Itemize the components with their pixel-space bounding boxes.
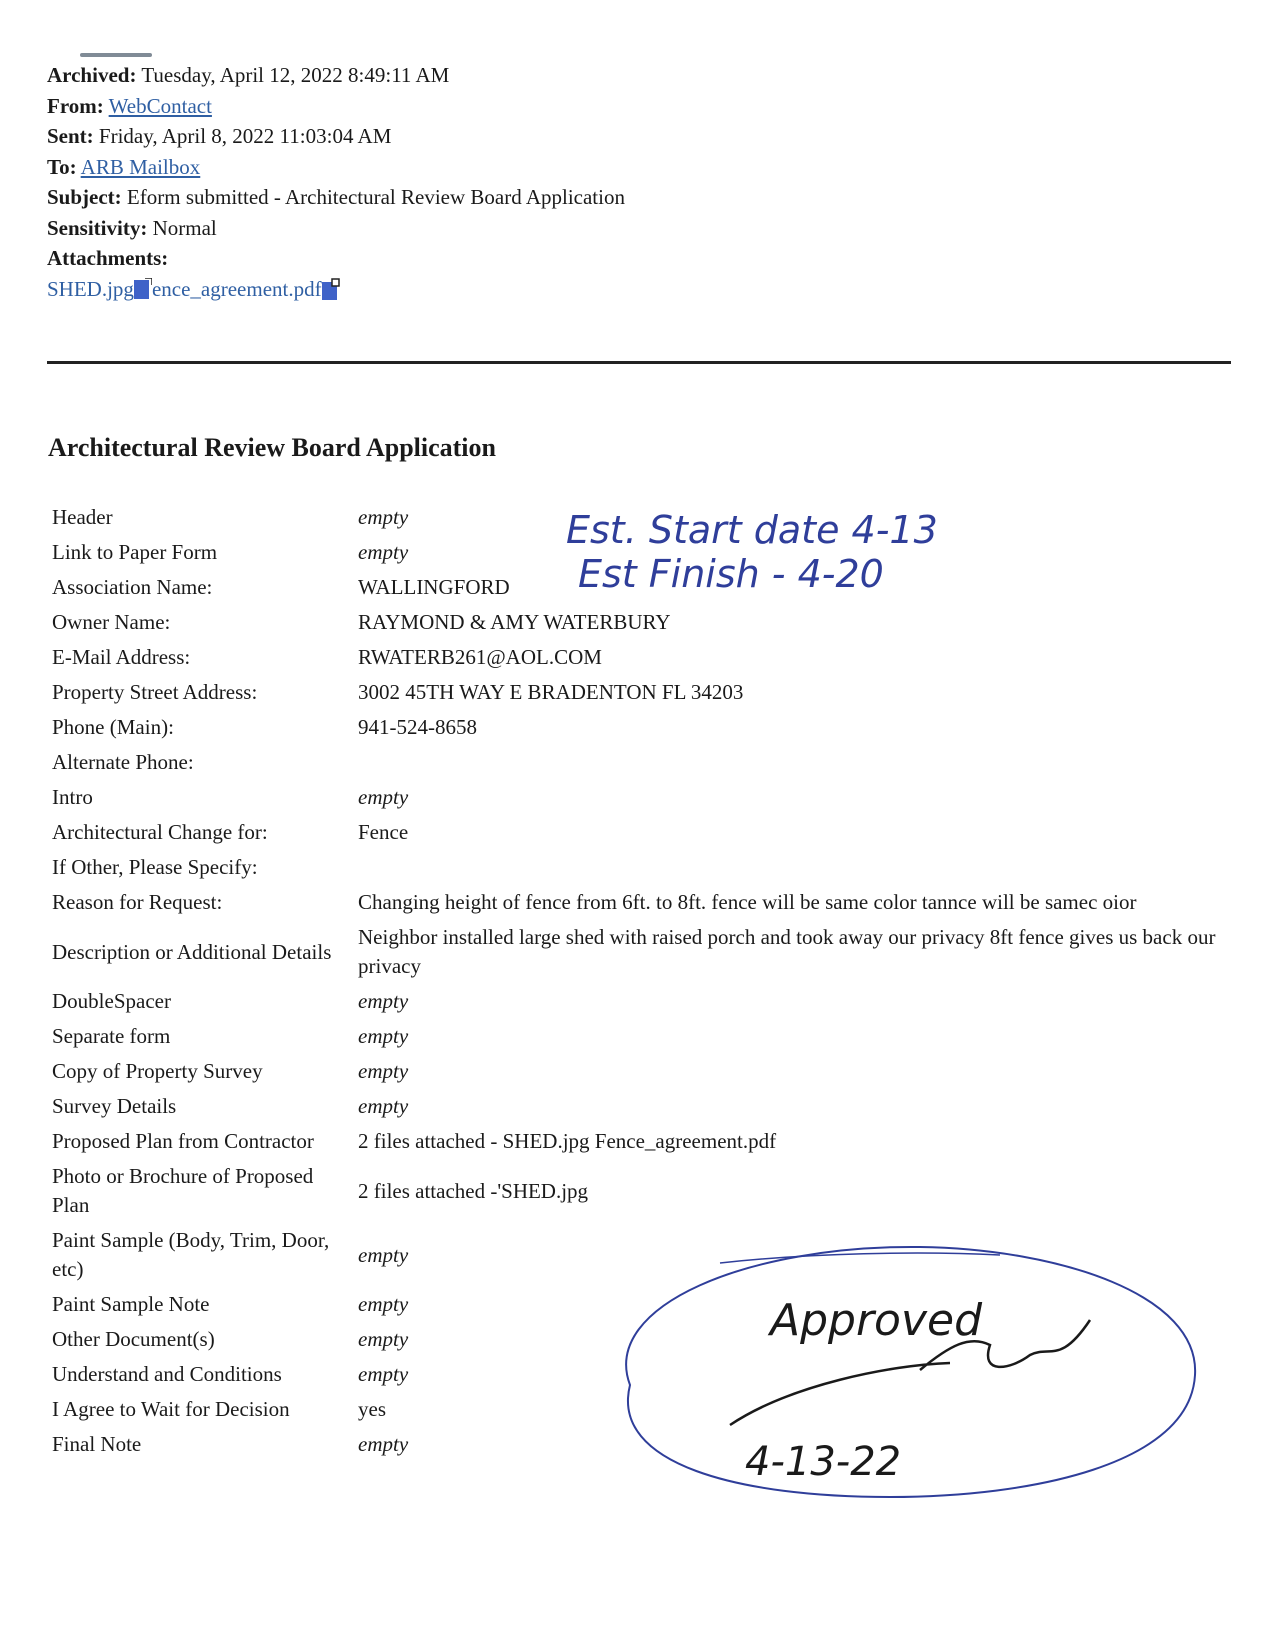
form-field-label: E-Mail Address:	[52, 645, 191, 669]
to-line	[47, 152, 625, 183]
attachments-list	[47, 274, 625, 305]
form-field-label: Proposed Plan from Contractor	[52, 1129, 314, 1153]
approval-stamp	[590, 1235, 1220, 1505]
form-field-label: Header	[52, 505, 113, 529]
subject-value: Eform submitted - Architectural Review Board Application	[126, 185, 625, 209]
from-line	[47, 91, 625, 122]
form-field-value: empty	[358, 1292, 409, 1316]
form-field-value: WALLINGFORD	[358, 575, 510, 599]
form-field-value: 2 files attached -'SHED.jpg	[358, 1178, 589, 1203]
form-row	[52, 745, 1232, 780]
form-field-value: empty	[358, 1059, 409, 1083]
subject-label: Subject:	[47, 185, 122, 209]
sensitivity-value: Normal	[152, 215, 217, 240]
form-field-label: Alternate Phone:	[52, 750, 194, 774]
attachment-fence-agreement-pdf[interactable]: ence_agreement.pdf	[151, 276, 322, 301]
form-row	[52, 1124, 1232, 1159]
form-field-value: RAYMOND & AMY WATERBURY	[358, 610, 671, 634]
attachment-shed-jpg[interactable]: SHED.jpg	[47, 276, 134, 301]
form-field-label: Architectural Change for:	[52, 820, 268, 844]
form-field-label: Property Street Address:	[52, 680, 258, 704]
form-row	[52, 1159, 1232, 1223]
form-field-label: DoubleSpacer	[52, 989, 171, 1013]
form-field-label: If Other, Please Specify:	[52, 855, 258, 879]
form-field-value: Neighbor installed large shed with raised porch and took away our privacy 8ft fence gives us back our privacy	[358, 925, 1216, 978]
form-field-value: yes	[358, 1397, 386, 1421]
form-row	[52, 1054, 1232, 1089]
form-field-label: Paint Sample (Body, Trim, Door, etc)	[52, 1228, 330, 1281]
form-row	[52, 815, 1232, 850]
approval-ellipse	[626, 1247, 1195, 1497]
form-row	[52, 640, 1232, 675]
attachment-icon[interactable]	[134, 278, 152, 300]
form-field-label: Copy of Property Survey	[52, 1059, 263, 1083]
header-divider	[47, 361, 1231, 364]
form-row	[52, 780, 1232, 815]
form-field-label: Paint Sample Note	[52, 1292, 210, 1316]
attachments-label: Attachments:	[47, 246, 169, 270]
form-field-value: 2 files attached - SHED.jpg Fence_agreement.pdf	[358, 1129, 777, 1153]
form-field-value: empty	[358, 785, 409, 809]
to-link[interactable]: ARB Mailbox	[80, 154, 201, 179]
form-row	[52, 710, 1232, 745]
attachments-line	[47, 243, 625, 274]
archived-line	[47, 60, 625, 91]
form-field-label: Understand and Conditions	[52, 1362, 282, 1386]
sent-line	[47, 121, 625, 152]
form-field-label: Phone (Main):	[52, 715, 174, 739]
approved-text: Approved	[770, 1295, 983, 1346]
form-field-label: I Agree to Wait for Decision	[52, 1397, 290, 1421]
form-field-value: 3002 45TH WAY E BRADENTON FL 34203	[358, 680, 744, 704]
approval-stroke	[720, 1253, 1000, 1263]
form-field-value: empty	[358, 1024, 409, 1048]
form-field-value: RWATERB261@AOL.COM	[358, 645, 602, 669]
form-field-value: 941-524-8658	[358, 715, 477, 739]
form-row	[52, 675, 1232, 710]
form-field-value: empty	[358, 989, 409, 1013]
from-link[interactable]: WebContact	[108, 93, 212, 118]
form-field-value: Changing height of fence from 6ft. to 8ft. fence will be same color tannce will be samec oior	[358, 890, 1137, 914]
archived-value: Tuesday, April 12, 2022 8:49:11 AM	[141, 63, 450, 87]
form-field-value	[358, 745, 1232, 780]
form-field-value: empty	[358, 1242, 409, 1267]
form-row	[52, 1089, 1232, 1124]
to-label: To:	[47, 154, 77, 179]
from-label: From:	[47, 93, 104, 118]
form-field-value: Fence	[358, 820, 409, 844]
form-field-label: Owner Name:	[52, 610, 171, 634]
handwritten-finish-date: Est Finish - 4-20	[578, 552, 884, 596]
form-field-value: empty	[358, 540, 409, 564]
approval-date: 4-13-22	[745, 1439, 902, 1485]
form-row	[52, 885, 1232, 920]
form-field-value: empty	[358, 1094, 409, 1118]
form-title: Architectural Review Board Application	[48, 433, 496, 462]
form-field-label: Final Note	[52, 1432, 142, 1456]
attachment-icon[interactable]	[322, 278, 340, 300]
form-row	[52, 1019, 1232, 1054]
subject-line	[47, 182, 625, 213]
sent-value: Friday, April 8, 2022 11:03:04 AM	[98, 124, 392, 148]
form-row	[52, 605, 1232, 640]
sensitivity-label: Sensitivity:	[47, 215, 148, 240]
handwritten-start-date: Est. Start date 4-13	[566, 508, 938, 552]
form-field-value: empty	[358, 1362, 409, 1386]
scan-artifact	[80, 53, 152, 57]
form-field-label: Survey Details	[52, 1094, 177, 1118]
form-field-label: Other Document(s)	[52, 1327, 215, 1351]
form-row	[52, 850, 1232, 885]
form-field-value: empty	[358, 1432, 409, 1456]
form-field-label: Photo or Brochure of Proposed Plan	[52, 1164, 314, 1217]
form-field-label: Link to Paper Form	[52, 540, 218, 564]
form-field-value: empty	[358, 1327, 409, 1351]
email-header	[47, 60, 625, 304]
form-field-label: Description or Additional Details	[52, 939, 332, 964]
form-field-label: Separate form	[52, 1024, 171, 1048]
form-field-label: Association Name:	[52, 575, 213, 599]
form-field-label: Reason for Request:	[52, 890, 223, 914]
sent-label: Sent:	[47, 124, 94, 148]
form-field-value: empty	[358, 505, 409, 529]
sensitivity-line	[47, 213, 625, 244]
form-field-value	[358, 850, 1232, 885]
form-row	[52, 920, 1232, 984]
archived-label: Archived:	[47, 63, 137, 87]
handwritten-dates-note	[566, 505, 1126, 610]
form-field-label: Intro	[52, 785, 93, 809]
form-row	[52, 984, 1232, 1019]
